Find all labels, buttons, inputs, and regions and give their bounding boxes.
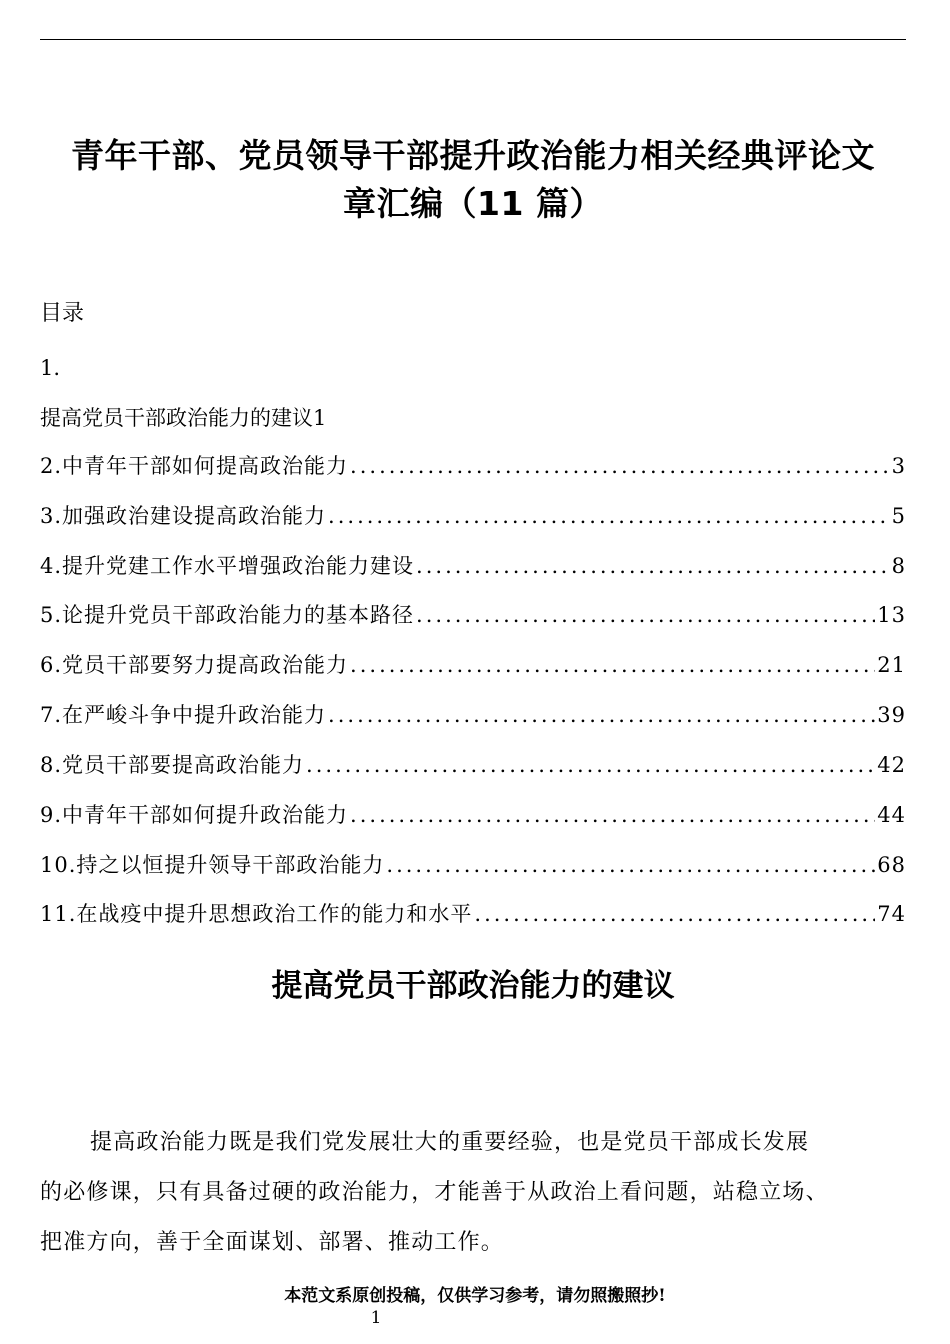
toc-heading: 目录 bbox=[40, 301, 85, 326]
toc-entry[interactable] bbox=[40, 449, 906, 483]
toc-entry[interactable] bbox=[40, 648, 906, 682]
toc-entry-label: 7.在严峻斗争中提升政治能力 bbox=[40, 703, 327, 727]
toc-entry[interactable] bbox=[40, 748, 906, 782]
header-rule bbox=[40, 39, 906, 40]
toc-entry-label: 10.持之以恒提升领导干部政治能力 bbox=[40, 853, 385, 877]
toc-entry-page: 39 bbox=[877, 703, 906, 727]
toc-dot-leader bbox=[328, 698, 875, 732]
toc-dot-leader bbox=[416, 598, 875, 632]
toc-entry[interactable] bbox=[40, 598, 906, 632]
toc-entry-page: 42 bbox=[877, 753, 906, 777]
toc-entry-page: 44 bbox=[877, 803, 906, 827]
paragraph-line: 的必修课，只有具备过硬的政治能力，才能善于从政治上看问题，站稳立场、 bbox=[40, 1180, 829, 1205]
toc-dot-leader bbox=[306, 748, 875, 782]
toc-dot-leader bbox=[328, 499, 890, 533]
section-title: 提高党员干部政治能力的建议 bbox=[271, 968, 675, 1004]
toc-dot-leader bbox=[350, 449, 890, 483]
toc-entry[interactable] bbox=[40, 897, 906, 931]
toc-entry-page: 13 bbox=[877, 603, 906, 627]
toc-entry-label: 8.党员干部要提高政治能力 bbox=[40, 753, 305, 777]
toc-entry-label: 2.中青年干部如何提高政治能力 bbox=[40, 454, 349, 478]
footer-disclaimer: 本范文系原创投稿，仅供学习参考，请勿照搬照抄! bbox=[284, 1286, 666, 1306]
paragraph-line: 把准方向，善于全面谋划、部署、推动工作。 bbox=[40, 1230, 505, 1255]
toc-entry-page: 8 bbox=[891, 554, 906, 578]
toc-entry-label: 9.中青年干部如何提升政治能力 bbox=[40, 803, 349, 827]
paragraph-line: 提高政治能力既是我们党发展壮大的重要经验，也是党员干部成长发展 bbox=[90, 1130, 810, 1155]
toc-entry[interactable] bbox=[40, 698, 906, 732]
toc-dot-leader bbox=[474, 897, 875, 931]
toc-entry-label: 11.在战疫中提升思想政治工作的能力和水平 bbox=[40, 902, 473, 926]
document-title-line-1: 青年干部、党员领导干部提升政治能力相关经典评论文 bbox=[71, 136, 875, 175]
toc-entry[interactable] bbox=[40, 848, 906, 882]
toc-entry-label: 4.提升党建工作水平增强政治能力建设 bbox=[40, 554, 415, 578]
toc-entry[interactable] bbox=[40, 549, 906, 583]
document-title bbox=[40, 132, 906, 228]
body-paragraph bbox=[40, 1118, 920, 1268]
toc-entry-page: 5 bbox=[891, 504, 906, 528]
toc-entry[interactable] bbox=[40, 798, 906, 832]
toc-dot-leader bbox=[350, 798, 875, 832]
toc-dot-leader bbox=[386, 848, 875, 882]
toc-entry-page: 21 bbox=[877, 653, 906, 677]
document-title-line-2: 章汇编（11 篇） bbox=[343, 184, 603, 223]
page-number: 1 bbox=[370, 1308, 382, 1328]
toc-entry[interactable] bbox=[40, 499, 906, 533]
toc-entry-page: 68 bbox=[877, 853, 906, 877]
toc-entry-1-number: 1. bbox=[40, 356, 61, 380]
toc-entry-page: 74 bbox=[877, 902, 906, 926]
toc-entry-page: 3 bbox=[891, 454, 906, 478]
toc-entry-label: 3.加强政治建设提高政治能力 bbox=[40, 504, 327, 528]
toc-dot-leader bbox=[350, 648, 875, 682]
toc-entry-label: 5.论提升党员干部政治能力的基本路径 bbox=[40, 603, 415, 627]
toc-entry-1-label: 提高党员干部政治能力的建议1 bbox=[40, 406, 327, 430]
toc-entry-label: 6.党员干部要努力提高政治能力 bbox=[40, 653, 349, 677]
toc-dot-leader bbox=[416, 549, 890, 583]
